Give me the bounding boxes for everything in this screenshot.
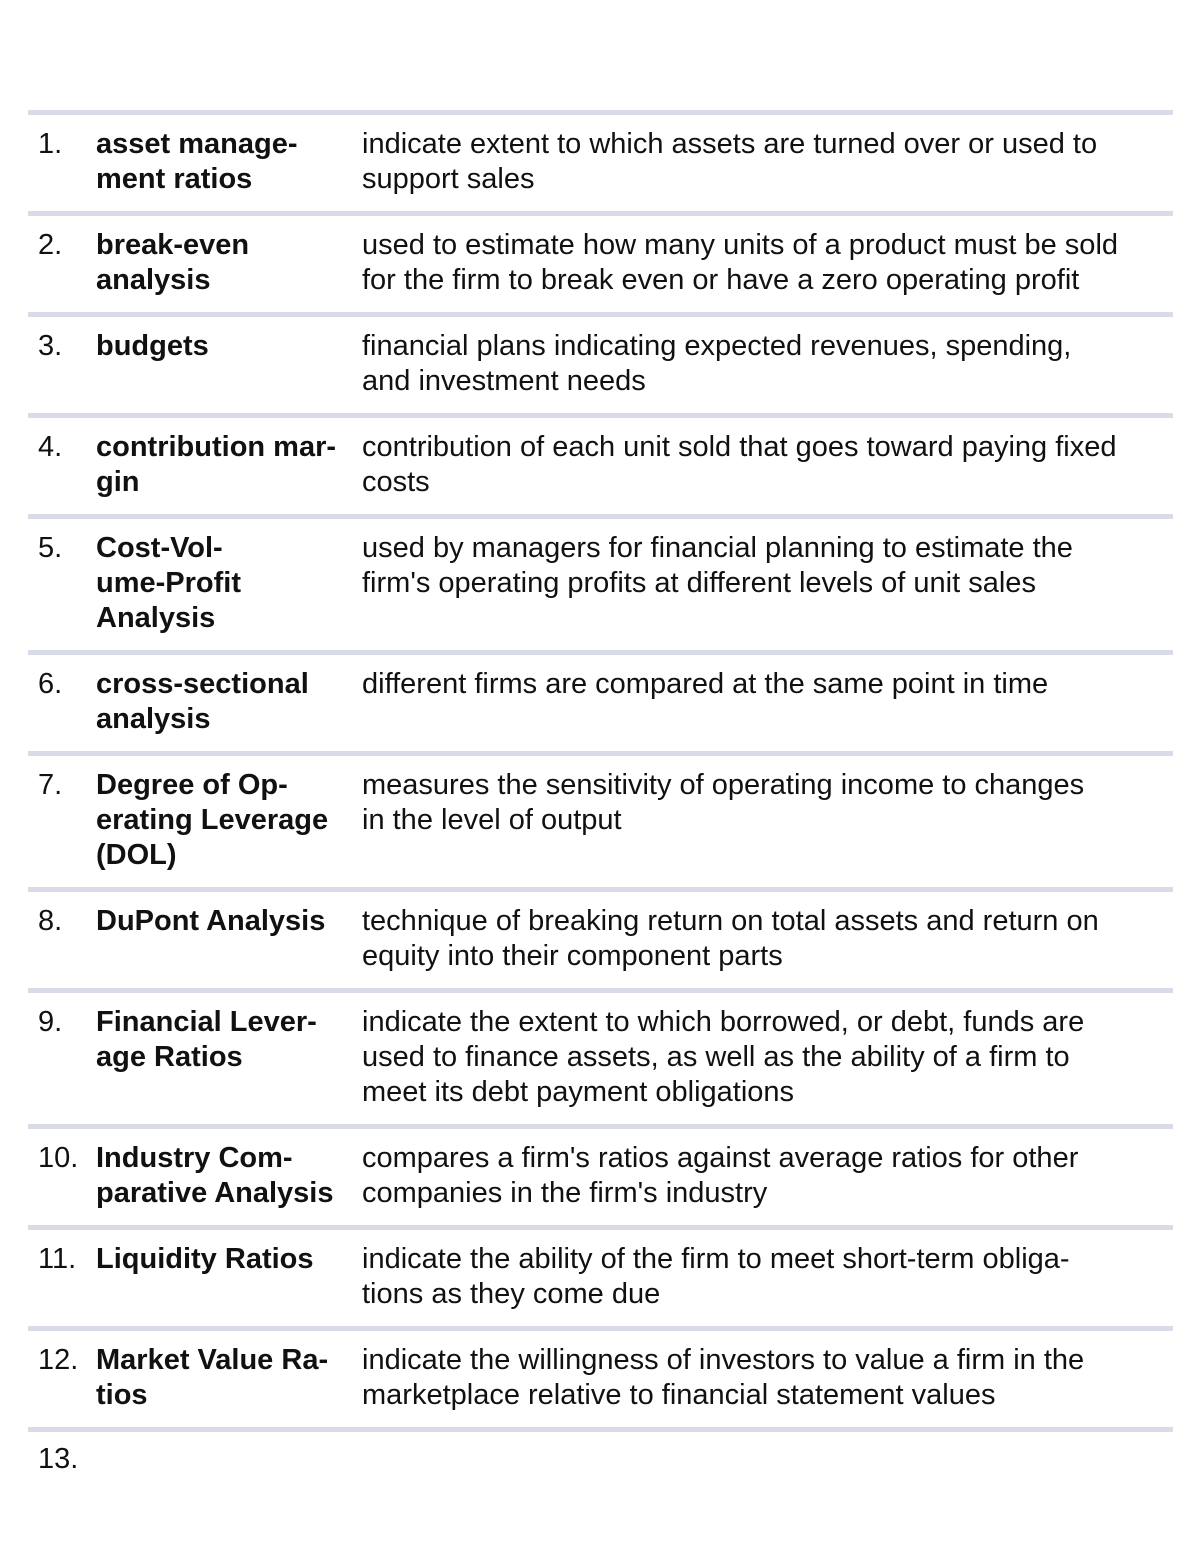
entry-number: 3.: [38, 330, 63, 362]
definition-line: indicate extent to which assets are turned over or used to: [362, 128, 1098, 160]
definition-line: measures the sensitivity of operating income to changes: [362, 769, 1085, 801]
definition-line: marketplace relative to financial statement values: [362, 1379, 996, 1411]
term-line: Financial Lever-: [96, 1006, 317, 1038]
entry-number: 10.: [38, 1142, 79, 1174]
term-line: break-even: [96, 229, 250, 261]
entry-definition: [362, 430, 1173, 500]
entry-number: 2.: [38, 229, 63, 261]
term-line: Degree of Op-: [96, 769, 288, 801]
term-line: age Ratios: [96, 1041, 243, 1073]
entry-number: 4.: [38, 431, 63, 463]
definition-line: used to estimate how many units of a product must be sold: [362, 229, 1119, 261]
definition-line: costs: [362, 466, 430, 498]
entry-term: [96, 329, 362, 399]
entry-definition: [362, 768, 1173, 873]
term-line: (DOL): [96, 839, 177, 871]
entry-definition: [362, 1242, 1173, 1312]
entry-definition: [362, 329, 1173, 399]
entry-term: [96, 904, 362, 974]
glossary-list: [28, 110, 1173, 1491]
term-line: ment ratios: [96, 163, 253, 195]
entry-definition: [362, 1005, 1173, 1110]
definition-line: financial plans indicating expected revenues, spending,: [362, 330, 1072, 362]
term-line: analysis: [96, 264, 211, 296]
entry-definition: [362, 1343, 1173, 1413]
glossary-entry: [28, 216, 1173, 312]
term-line: cross-sectional: [96, 668, 309, 700]
term-line: Liquidity Ratios: [96, 1243, 314, 1275]
glossary-entry-empty: [28, 1432, 1173, 1491]
term-line: ume-Profit: [96, 567, 241, 599]
definition-line: technique of breaking return on total assets and return on: [362, 905, 1099, 937]
entry-number: 8.: [38, 905, 63, 937]
definition-line: for the firm to break even or have a zero operating profit: [362, 264, 1080, 296]
glossary-entry: [28, 418, 1173, 514]
glossary-entry: [28, 1129, 1173, 1225]
glossary-entry: [28, 1331, 1173, 1427]
term-line: Cost-Vol-: [96, 532, 223, 564]
glossary-entry: [28, 519, 1173, 650]
entry-definition: [362, 127, 1173, 197]
entry-term: [96, 531, 362, 636]
entry-term: [96, 430, 362, 500]
entry-term: [96, 1005, 362, 1110]
definition-line: compares a firm's ratios against average ratios for other: [362, 1142, 1079, 1174]
glossary-entry: [28, 317, 1173, 413]
term-line: erating Leverage: [96, 804, 329, 836]
glossary-entry: [28, 892, 1173, 988]
entry-number: 12.: [38, 1344, 79, 1376]
definition-line: meet its debt payment obligations: [362, 1076, 795, 1108]
glossary-entry: [28, 756, 1173, 887]
glossary-entry: [28, 993, 1173, 1124]
term-line: asset manage-: [96, 128, 298, 160]
term-line: Industry Com-: [96, 1142, 293, 1174]
entry-number: 6.: [38, 668, 63, 700]
entry-definition: [362, 1141, 1173, 1211]
definition-line: used by managers for financial planning to estimate the: [362, 532, 1073, 564]
definition-line: equity into their component parts: [362, 940, 783, 972]
entry-number: 7.: [38, 769, 63, 801]
entry-number: 13.: [38, 1443, 79, 1475]
glossary-entry: [28, 655, 1173, 751]
glossary-entry: [28, 115, 1173, 211]
entry-term: [96, 1343, 362, 1413]
definition-line: different firms are compared at the same point in time: [362, 668, 1049, 700]
term-line: DuPont Analysis: [96, 905, 326, 937]
definition-line: support sales: [362, 163, 535, 195]
entry-number: 1.: [38, 128, 63, 160]
term-line: parative Analysis: [96, 1177, 334, 1209]
definition-line: firm's operating profits at different levels of unit sales: [362, 567, 1036, 599]
term-line: contribution mar-: [96, 431, 337, 463]
term-line: budgets: [96, 330, 209, 362]
entry-definition: [362, 904, 1173, 974]
entry-number: 11.: [38, 1243, 77, 1275]
entry-number: 5.: [38, 532, 63, 564]
definition-line: used to finance assets, as well as the ability of a firm to: [362, 1041, 1070, 1073]
entry-term: [96, 1141, 362, 1211]
term-line: analysis: [96, 703, 211, 735]
definition-line: indicate the willingness of investors to value a firm in the: [362, 1344, 1085, 1376]
entry-definition: [362, 228, 1173, 298]
entry-definition: [362, 667, 1173, 737]
definition-line: companies in the firm's industry: [362, 1177, 768, 1209]
entry-term: [96, 667, 362, 737]
definition-line: tions as they come due: [362, 1278, 661, 1310]
definition-line: and investment needs: [362, 365, 646, 397]
definition-line: indicate the extent to which borrowed, or debt, funds are: [362, 1006, 1085, 1038]
entry-term: [96, 1242, 362, 1312]
entry-definition: [362, 531, 1173, 636]
term-line: Analysis: [96, 602, 216, 634]
term-line: Market Value Ra-: [96, 1344, 329, 1376]
term-line: gin: [96, 466, 140, 498]
term-line: tios: [96, 1379, 148, 1411]
entry-number: 9.: [38, 1006, 63, 1038]
entry-term: [96, 228, 362, 298]
entry-term: [96, 127, 362, 197]
definition-line: indicate the ability of the firm to meet short-term obliga-: [362, 1243, 1070, 1275]
glossary-entry: [28, 1230, 1173, 1326]
definition-line: in the level of output: [362, 804, 622, 836]
definition-line: contribution of each unit sold that goes toward paying fixed: [362, 431, 1117, 463]
entry-term: [96, 768, 362, 873]
